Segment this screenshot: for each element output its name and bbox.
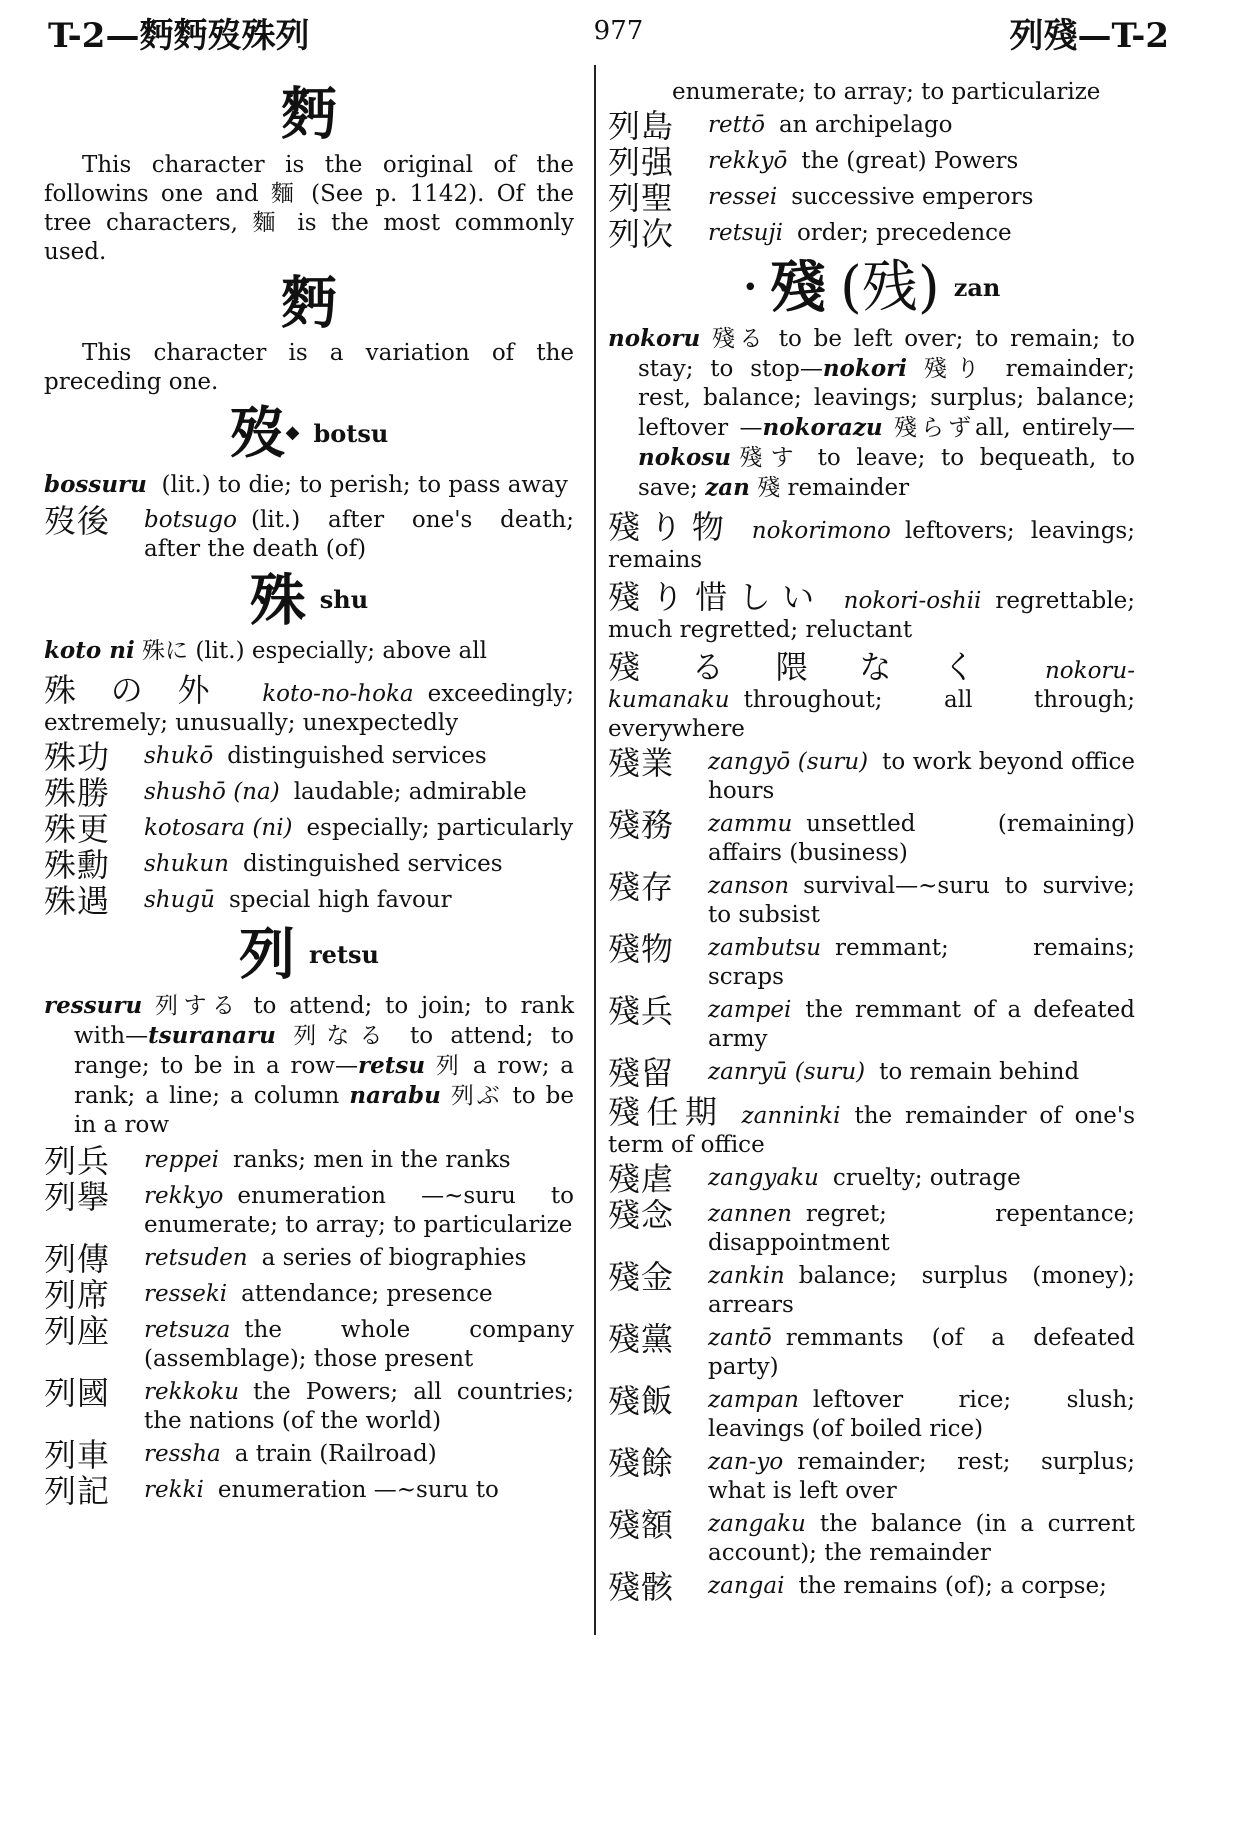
dictionary-entry bbox=[608, 107, 1135, 145]
definition-word: zan bbox=[705, 473, 750, 501]
entry-romaji: shugū bbox=[144, 887, 215, 913]
entry-romaji: zanryū (suru) bbox=[708, 1058, 866, 1085]
entry-kanji: 殊勝 bbox=[44, 774, 111, 812]
dictionary-entry bbox=[44, 1311, 574, 1374]
entry-kanji: 歿後 bbox=[44, 501, 111, 540]
definition-kana: 列する bbox=[155, 992, 241, 1019]
definition-text: to attend; to range; to be in a row— bbox=[74, 1022, 575, 1079]
entry-kanji: 列席 bbox=[44, 1275, 111, 1314]
header-left-guide: T-2—麪麪歿殊列 bbox=[48, 16, 310, 56]
entry-definition: enumeration —~suru to enumerate; to array; to particularize bbox=[144, 1182, 574, 1238]
page-number: 977 bbox=[593, 16, 644, 46]
dictionary-entry bbox=[44, 1177, 574, 1240]
dictionary-entry bbox=[608, 579, 1135, 645]
dictionary-entry bbox=[608, 1195, 1135, 1258]
entry-definition: the balance (in a current account); the remainder bbox=[708, 1510, 1135, 1566]
entry-romaji: shukun bbox=[144, 851, 229, 877]
definition-text: remainder; rest, balance; leavings; surplus; balance; leftover — bbox=[638, 355, 1136, 441]
dictionary-entry bbox=[44, 1471, 574, 1510]
entry-kanji: 殊功 bbox=[44, 738, 111, 776]
definition-text: a row; a rank; a line; a column bbox=[74, 1052, 575, 1109]
definition-kana: 列なる bbox=[293, 1022, 393, 1049]
entry-kanji: 殘業 bbox=[608, 743, 675, 782]
definition-word: bossuru bbox=[44, 470, 147, 498]
entry-kanji: 殘務 bbox=[608, 805, 675, 844]
entry-definition: a series of biographies bbox=[261, 1244, 527, 1271]
entry-kanji: 殘骸 bbox=[608, 1567, 675, 1606]
entry-romaji: zannen bbox=[708, 1200, 792, 1227]
entry-definition: order; precedence bbox=[796, 220, 1012, 246]
definition-kana: 殘らず bbox=[893, 414, 975, 441]
dictionary-entry bbox=[608, 805, 1135, 868]
headword-alt-form: (残) bbox=[840, 254, 940, 320]
definition-word: nokori bbox=[822, 354, 908, 382]
entry-kanji: 殘物 bbox=[608, 929, 675, 968]
headword-romaji: zan bbox=[953, 272, 1001, 302]
dictionary-entry bbox=[608, 1053, 1135, 1092]
dictionary-entry bbox=[608, 867, 1135, 930]
continued-definition: enumerate; to array; to particularize bbox=[672, 79, 1101, 105]
headword-zan bbox=[608, 254, 1135, 321]
entry-definition: a train (Railroad) bbox=[234, 1440, 437, 1467]
dictionary-entry bbox=[608, 929, 1135, 992]
entry-romaji: reppei bbox=[144, 1146, 220, 1173]
entry-kanji: 列兵 bbox=[44, 1141, 111, 1180]
entry-definition: the remmant of a defeated army bbox=[708, 996, 1135, 1052]
entry-romaji: ressha bbox=[144, 1440, 221, 1467]
headword-romaji: botsu bbox=[313, 418, 389, 448]
entry-kanji: 列島 bbox=[608, 107, 675, 145]
headword-kanji: 歿 bbox=[229, 400, 286, 467]
entry-kanji: 殘餘 bbox=[608, 1443, 675, 1482]
entry-romaji: zambutsu bbox=[708, 934, 822, 961]
entry-definition: distinguished services bbox=[243, 851, 503, 877]
entry-kanji: 殊勳 bbox=[44, 846, 111, 884]
definition-kana: 殘す bbox=[731, 444, 802, 471]
headword-kanji: 列 bbox=[239, 921, 296, 988]
right-column bbox=[608, 78, 1135, 1608]
dictionary-entry bbox=[44, 672, 574, 738]
definition-text: to leave; to bequeath, to save; bbox=[638, 444, 1136, 501]
definition-text: to be in a row bbox=[74, 1082, 575, 1138]
entry-romaji: rekkyō bbox=[708, 148, 788, 174]
entry-kanji: 列傳 bbox=[44, 1239, 111, 1278]
entry-definition: to work beyond office hours bbox=[708, 748, 1135, 804]
entry-romaji: zangyō (suru) bbox=[708, 748, 869, 775]
entry-romaji: zammu bbox=[708, 810, 793, 837]
entry-romaji: resseki bbox=[144, 1280, 228, 1307]
entry-romaji: zanson bbox=[708, 872, 790, 899]
entry-romaji: botsugo bbox=[144, 506, 237, 533]
entry-definition: ranks; men in the ranks bbox=[233, 1146, 511, 1173]
entry-kanji: 列車 bbox=[44, 1435, 111, 1474]
entry-kanji: 殘り物 bbox=[608, 507, 734, 546]
entry-kanji: 殘任期 bbox=[608, 1092, 724, 1131]
entry-romaji: nokorimono bbox=[751, 517, 891, 544]
dictionary-entry bbox=[608, 1381, 1135, 1444]
entry-romaji: zan-yo bbox=[708, 1448, 784, 1475]
dictionary-entry bbox=[608, 743, 1135, 806]
entry-definition: balance; surplus (money); arrears bbox=[708, 1262, 1135, 1318]
entry-definition: an archipelago bbox=[778, 112, 953, 138]
definition-word: ressuru bbox=[44, 991, 143, 1019]
definition-word: nokosu bbox=[638, 443, 732, 471]
frequency-mark-icon: ◆ bbox=[285, 422, 300, 443]
headword-kanji: 麪 bbox=[281, 270, 337, 336]
entry-definition: unsettled (remaining) affairs (business) bbox=[708, 810, 1135, 866]
entry-kanji: 殘虐 bbox=[608, 1159, 675, 1198]
entry-kanji: 列擧 bbox=[44, 1177, 111, 1216]
headword-kanji: 麪 bbox=[281, 81, 337, 148]
entry-romaji: rekkyo bbox=[144, 1182, 224, 1209]
entry-romaji: kotosara (ni) bbox=[144, 815, 293, 841]
definition-word: nokoru bbox=[608, 324, 701, 352]
entry-romaji: zangai bbox=[708, 1572, 785, 1599]
entry-definition: enumeration —~suru to bbox=[217, 1476, 499, 1503]
entry-definition: the remains (of); a corpse; bbox=[798, 1572, 1107, 1599]
definition-text: (lit.) to die; to perish; to pass away bbox=[161, 471, 568, 498]
definition-word: retsu bbox=[358, 1051, 426, 1079]
bullet-icon: • bbox=[742, 272, 758, 303]
entry-definition: survival—~suru to survive; to subsist bbox=[708, 872, 1135, 928]
dictionary-entry bbox=[44, 501, 574, 564]
entry-kanji: 殘り惜しい bbox=[608, 577, 826, 616]
dictionary-entry bbox=[608, 1443, 1135, 1506]
definition-kana: 殘る bbox=[711, 325, 767, 352]
entry-romaji: retsuji bbox=[708, 220, 783, 246]
entry-definition: remmant; remains; scraps bbox=[708, 934, 1135, 990]
entry-romaji: rekki bbox=[144, 1476, 204, 1503]
entry-romaji: rekkoku bbox=[144, 1378, 240, 1405]
dictionary-entry bbox=[608, 179, 1135, 217]
entry-definition: leftover rice; slush; leavings (of boiled rice) bbox=[708, 1386, 1135, 1442]
entry-kanji: 列次 bbox=[608, 215, 675, 253]
definition-word: tsuranaru bbox=[148, 1021, 276, 1049]
entry-definition: remainder; rest; surplus; what is left over bbox=[708, 1448, 1135, 1504]
dictionary-entry bbox=[44, 882, 574, 920]
definition-text: to attend; to join; to rank with— bbox=[74, 992, 575, 1049]
entry-romaji: zangyaku bbox=[708, 1164, 819, 1191]
header-right-guide: 列殘—T-2 bbox=[1009, 16, 1169, 56]
dictionary-entry bbox=[608, 1319, 1135, 1382]
headword-mian-variant bbox=[44, 270, 574, 336]
dictionary-entry bbox=[44, 1239, 574, 1278]
headword-description: This character is a variation of the preceding one. bbox=[44, 340, 574, 395]
dictionary-entry bbox=[608, 1094, 1135, 1160]
definition-block bbox=[44, 470, 574, 500]
entry-definition: attendance; presence bbox=[241, 1280, 493, 1307]
dictionary-entry bbox=[608, 1505, 1135, 1568]
entry-romaji: zankin bbox=[708, 1262, 785, 1289]
column-divider bbox=[594, 65, 596, 1635]
entry-kanji: 殘飯 bbox=[608, 1381, 675, 1420]
dictionary-entry bbox=[608, 649, 1135, 744]
dictionary-entry bbox=[608, 1257, 1135, 1320]
page-header bbox=[0, 0, 1237, 60]
dictionary-entry bbox=[608, 1159, 1135, 1198]
entry-romaji: zampei bbox=[708, 996, 792, 1023]
entry-definition: regret; repentance; disappointment bbox=[708, 1200, 1135, 1256]
entry-definition: the remainder of one's term of office bbox=[608, 1102, 1135, 1158]
entry-definition: regrettable; much regretted; reluctant bbox=[608, 587, 1135, 643]
headword-romaji: shu bbox=[319, 585, 369, 614]
definition-word: koto ni bbox=[44, 637, 135, 664]
entry-definition: the (great) Powers bbox=[801, 148, 1019, 174]
headword-mian bbox=[44, 81, 574, 148]
entry-kanji: 殊更 bbox=[44, 810, 111, 848]
dictionary-entry bbox=[44, 738, 574, 776]
definition-block bbox=[44, 636, 574, 666]
entry-definition: the Powers; all countries; the nations (of the world) bbox=[144, 1378, 574, 1434]
entry-definition: laudable; admirable bbox=[293, 779, 527, 805]
entry-definition: cruelty; outrage bbox=[832, 1164, 1021, 1191]
entry-definition: successive emperors bbox=[791, 184, 1034, 210]
entry-romaji: ressei bbox=[708, 184, 778, 210]
entry-definition: (lit.) after one's death; after the death (of) bbox=[144, 506, 574, 562]
entry-romaji: retsuza bbox=[144, 1316, 231, 1343]
entry-romaji: zantō bbox=[708, 1324, 772, 1351]
entry-kanji: 殊遇 bbox=[44, 882, 111, 920]
dictionary-entry bbox=[44, 1373, 574, 1436]
entry-definition: especially; particularly bbox=[306, 815, 574, 841]
definition-text: remainder bbox=[787, 474, 910, 501]
entry-romaji: shushō (na) bbox=[144, 779, 280, 805]
entry-definition: distinguished services bbox=[227, 743, 487, 769]
dictionary-entry bbox=[608, 1567, 1135, 1606]
definition-word: nokorazu bbox=[762, 413, 883, 441]
headword-kanji: 殊 bbox=[249, 567, 306, 633]
left-column bbox=[44, 78, 574, 1512]
entry-definition: special high favour bbox=[228, 887, 452, 913]
dictionary-entry bbox=[44, 810, 574, 848]
entry-kanji: 殘黨 bbox=[608, 1319, 675, 1358]
entry-definition: to remain behind bbox=[879, 1058, 1080, 1085]
entry-definition: exceedingly; extremely; unusually; unexpectedly bbox=[44, 681, 574, 736]
definition-kana: 列ぶ bbox=[450, 1082, 503, 1109]
entry-definition: throughout; all through; everywhere bbox=[608, 686, 1135, 742]
entry-kanji: 殘額 bbox=[608, 1505, 675, 1544]
headword-botsu bbox=[44, 400, 574, 467]
entry-definition: the whole company (assemblage); those present bbox=[144, 1316, 574, 1372]
definition-kana: 殘り bbox=[923, 355, 989, 382]
headword-shu bbox=[44, 567, 574, 633]
dictionary-entry bbox=[44, 774, 574, 812]
dictionary-entry bbox=[44, 846, 574, 884]
entry-romaji: retsuden bbox=[144, 1244, 248, 1271]
definition-kana: 殘 bbox=[757, 474, 781, 501]
entry-romaji: rettō bbox=[708, 112, 765, 138]
entry-kanji: 列强 bbox=[608, 143, 675, 181]
entry-kanji: 殘る隈なく bbox=[608, 647, 1027, 686]
definition-text: to be left over; to remain; to stay; to stop— bbox=[638, 325, 1136, 382]
entry-definition: leftovers; leavings; remains bbox=[608, 517, 1135, 573]
headword-romaji: retsu bbox=[309, 939, 379, 969]
definition-text: all, entirely— bbox=[974, 414, 1136, 441]
definition-block bbox=[44, 991, 574, 1140]
entry-kanji: 殘兵 bbox=[608, 991, 675, 1030]
entry-kanji: 列座 bbox=[44, 1311, 111, 1350]
definition-kana: 殊に bbox=[142, 638, 189, 664]
headword-kanji: 殘 bbox=[770, 254, 826, 321]
entry-kanji: 列聖 bbox=[608, 179, 675, 217]
dictionary-entry bbox=[44, 1141, 574, 1180]
entry-kanji: 列國 bbox=[44, 1373, 111, 1412]
entry-kanji: 殘存 bbox=[608, 867, 675, 906]
headword-description: This character is the original of the followins one and 麵 (See p. 1142). Of the tree characters, 麵 is the most commonly used. bbox=[44, 151, 574, 265]
entry-romaji: zampan bbox=[708, 1386, 799, 1413]
entry-romaji: zanninki bbox=[741, 1102, 841, 1129]
dictionary-entry bbox=[608, 509, 1135, 575]
dictionary-entry bbox=[44, 1435, 574, 1474]
entry-romaji: nokoru-kumanaku bbox=[608, 657, 1135, 713]
definition-word: narabu bbox=[349, 1081, 441, 1109]
entry-definition: remmants (of a defeated party) bbox=[708, 1324, 1135, 1380]
entry-kanji: 殘留 bbox=[608, 1053, 675, 1092]
entry-kanji: 殊の外 bbox=[44, 671, 245, 709]
entry-romaji: koto-no-hoka bbox=[262, 681, 414, 707]
definition-text: (lit.) especially; above all bbox=[195, 638, 487, 664]
entry-romaji: nokori-oshii bbox=[843, 587, 982, 614]
dictionary-entry bbox=[44, 1275, 574, 1314]
entry-kanji: 殘金 bbox=[608, 1257, 675, 1296]
entry-romaji: zangaku bbox=[708, 1510, 806, 1537]
dictionary-entry bbox=[608, 143, 1135, 181]
definition-kana: 列 bbox=[435, 1052, 463, 1079]
dictionary-entry bbox=[608, 215, 1135, 253]
entry-kanji: 殘念 bbox=[608, 1195, 675, 1234]
headword-retsu bbox=[44, 921, 574, 988]
dictionary-entry bbox=[608, 991, 1135, 1054]
entry-romaji: shukō bbox=[144, 743, 214, 769]
definition-block bbox=[608, 324, 1135, 503]
entry-kanji: 列記 bbox=[44, 1471, 111, 1510]
